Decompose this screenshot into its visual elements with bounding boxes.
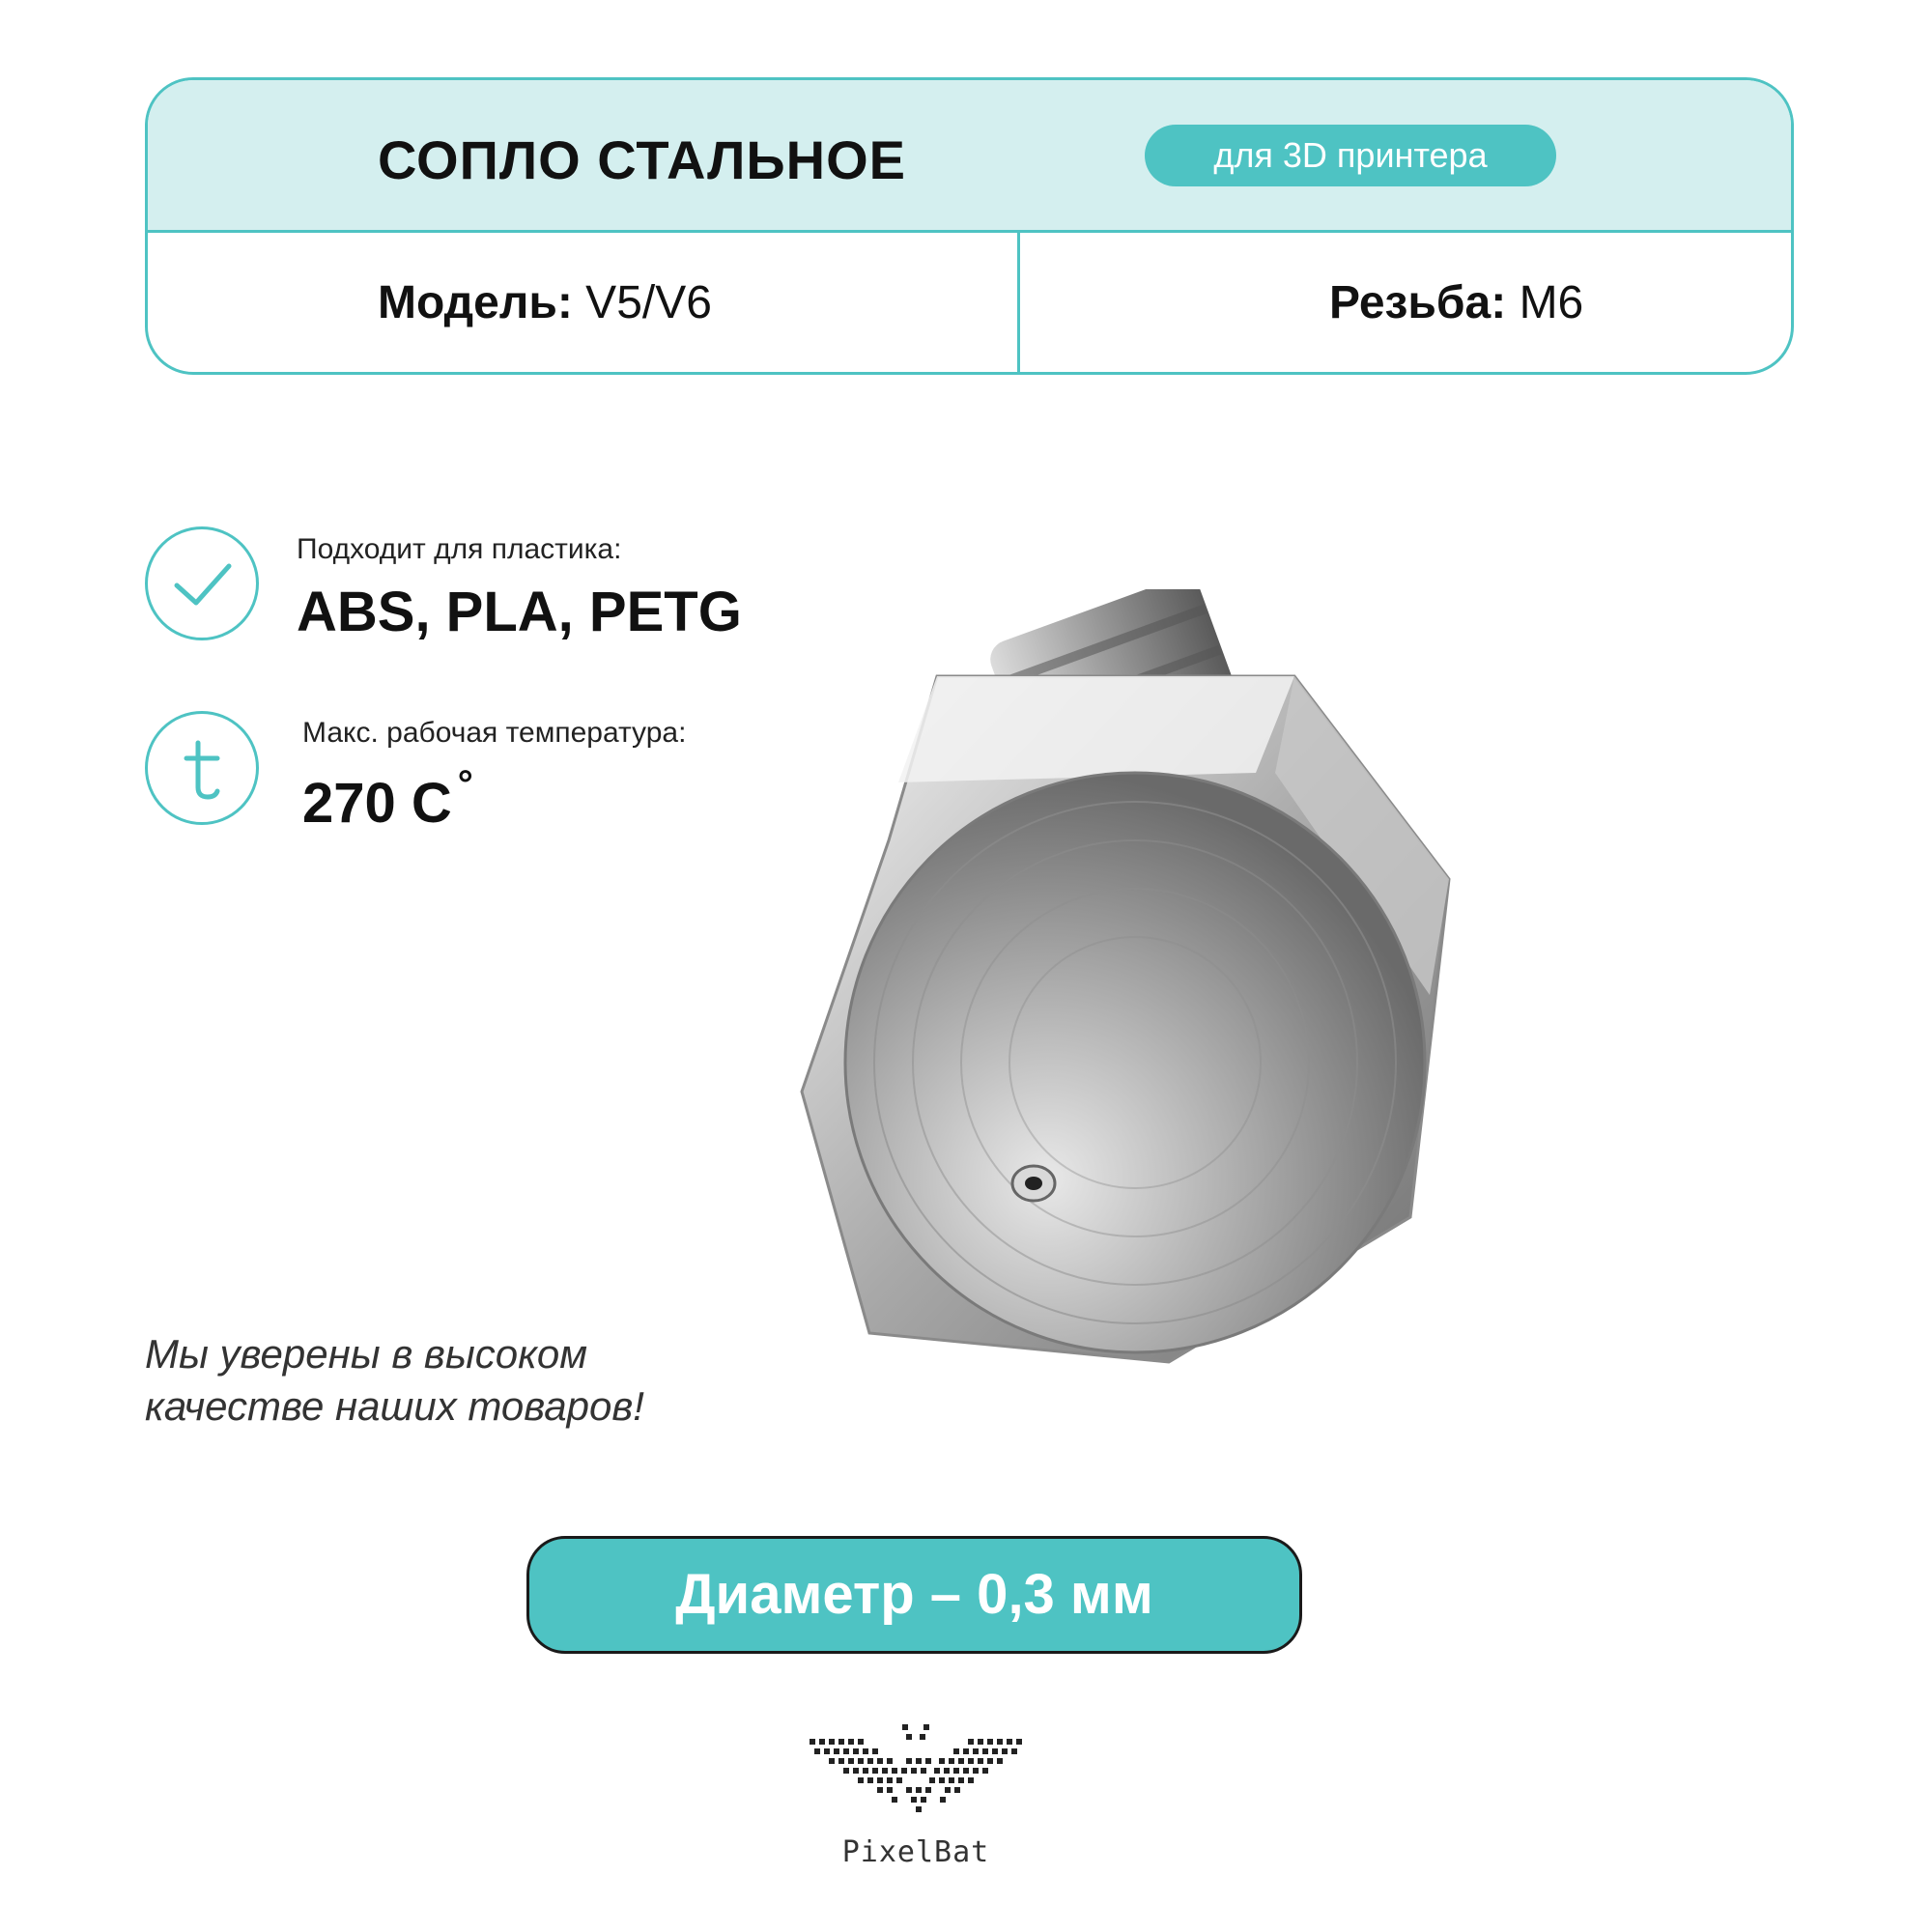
temperature-t-icon	[145, 711, 259, 825]
quote-line-1: Мы уверены в высоком	[145, 1331, 588, 1377]
thread-cell	[1020, 230, 1791, 375]
thread-spec	[1329, 276, 1583, 329]
quote-line-2: качестве наших товаров!	[145, 1383, 644, 1429]
product-header-card	[145, 77, 1794, 375]
temperature-number: 270 C	[302, 772, 452, 835]
temperature-label: Макс. рабочая температура:	[302, 717, 687, 749]
model-cell	[148, 230, 1020, 375]
model-value: V5/V6	[585, 277, 712, 328]
model-spec	[378, 276, 712, 329]
product-title: СОПЛО СТАЛЬНОЕ	[378, 129, 907, 190]
header-top-band	[148, 80, 1791, 233]
brand-name: PixelBat	[841, 1835, 990, 1869]
pixelbat-logo	[810, 1719, 1022, 1826]
degree-symbol: °	[457, 763, 473, 806]
plastic-label: Подходит для пластика:	[297, 533, 622, 565]
thread-label: Резьба:	[1329, 277, 1507, 328]
thread-value: M6	[1519, 277, 1584, 328]
model-label: Модель:	[378, 277, 573, 328]
check-icon	[145, 526, 259, 640]
temperature-value	[302, 763, 473, 836]
steel-nozzle-image	[753, 589, 1488, 1381]
plastic-value: ABS, PLA, PETG	[297, 581, 742, 643]
diameter-badge: Диаметр – 0,3 мм	[526, 1536, 1302, 1654]
quality-statement	[145, 1328, 821, 1433]
printer-badge: для 3D принтера	[1145, 125, 1556, 186]
